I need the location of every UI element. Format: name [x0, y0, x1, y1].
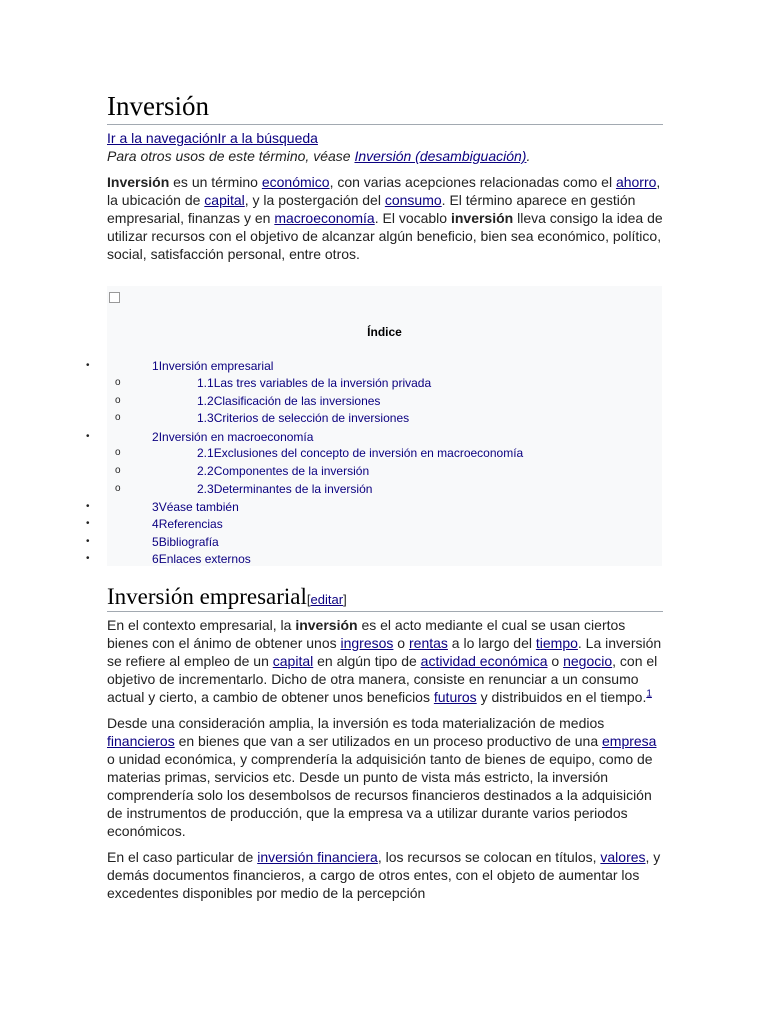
- toc-bullet: •: [86, 501, 90, 512]
- toc-item[interactable]: [152, 359, 273, 373]
- toc-item-label: Componentes de la inversión: [213, 464, 370, 478]
- section-paragraph-3: [107, 848, 663, 902]
- toc-item-number: 2: [152, 430, 159, 444]
- toc-item-number: 1.1: [197, 376, 214, 390]
- link-financieros[interactable]: financieros: [107, 733, 175, 749]
- paragraph-text: Desde una consideración amplia, la inversión es toda materialización de medios: [107, 715, 605, 731]
- toc-item[interactable]: [152, 500, 239, 514]
- link-consumo[interactable]: consumo: [384, 192, 442, 208]
- intro-text: lleva consigo la idea de utilizar recursos con el objetivo de alcanzar algún beneficio, bien sea económico, político, social, satisfacción personal, entre otros.: [107, 210, 663, 262]
- toc-bullet: •: [86, 536, 90, 547]
- toc-item-label: Referencias: [158, 517, 223, 531]
- intro-text: . El vocablo: [374, 210, 451, 226]
- toc-item[interactable]: [152, 552, 251, 566]
- toc-item-label: Inversión en macroeconomía: [158, 430, 314, 444]
- link-economico[interactable]: económico: [261, 174, 330, 190]
- toc-item[interactable]: [197, 446, 523, 460]
- hatnote: [107, 147, 663, 165]
- reference-link[interactable]: 1: [646, 688, 652, 700]
- toc-item-label: Clasificación de las inversiones: [213, 394, 381, 408]
- toc-bullet: •: [86, 553, 90, 564]
- toc-item[interactable]: [197, 482, 372, 496]
- section-paragraph-2: [107, 714, 663, 840]
- toc-toggle-checkbox[interactable]: [109, 292, 120, 303]
- toc-item-label: Las tres variables de la inversión privada: [213, 376, 432, 390]
- toc-sub-bullet: o: [115, 412, 121, 423]
- intro-text: es un término: [169, 174, 262, 190]
- paragraph-text: , los recursos se colocan en títulos,: [377, 849, 601, 865]
- link-valores[interactable]: valores: [600, 849, 646, 865]
- section-heading: [107, 584, 663, 612]
- toc-item-number: 2.2: [197, 464, 214, 478]
- toc-item-label: Criterios de selección de inversiones: [213, 411, 410, 425]
- intro-bold-term: Inversión: [107, 174, 170, 190]
- toc-item-label: Exclusiones del concepto de inversión en macroeconomía: [213, 446, 524, 460]
- toc-item-number: 3: [152, 500, 159, 514]
- paragraph-text: o: [393, 635, 409, 651]
- jump-to-navigation-link[interactable]: Ir a la navegación: [107, 130, 218, 146]
- link-ingresos[interactable]: ingresos: [340, 635, 394, 651]
- paragraph-text: y distribuidos en el tiempo.: [476, 689, 647, 705]
- section-edit: [editar]: [306, 592, 347, 607]
- toc-sub-bullet: o: [115, 447, 121, 458]
- toc-sub-bullet: o: [115, 465, 121, 476]
- hatnote-prefix: Para otros usos de este término, véase: [107, 148, 355, 164]
- edit-section-link[interactable]: editar: [310, 592, 344, 607]
- paragraph-text: , con el objetivo de incrementarlo. Dicho de otra manera, consiste en renunciar a un consumo actual y cierto, a cambio de obtener unos beneficios: [107, 653, 658, 705]
- paragraph-text: en bienes que van a ser utilizados en un proceso productivo de una: [174, 733, 602, 749]
- toc-item-number: 1: [152, 359, 159, 373]
- toc-item-label: Véase también: [158, 500, 239, 514]
- toc-item-label: Inversión empresarial: [158, 359, 274, 373]
- toc-item-number: 2.3: [197, 482, 214, 496]
- paragraph-text: o: [547, 653, 564, 669]
- intro-text: . El término aparece en gestión empresarial, finanzas y en: [107, 192, 636, 226]
- toc-item[interactable]: [197, 464, 369, 478]
- bold-term: inversión: [295, 617, 358, 633]
- link-macroeconomia[interactable]: macroeconomía: [274, 210, 375, 226]
- paragraph-text: en algún tipo de: [313, 653, 421, 669]
- toc-item-number: 1.2: [197, 394, 214, 408]
- intro-paragraph: [107, 173, 663, 263]
- disambiguation-link[interactable]: Inversión (desambiguación): [354, 148, 527, 164]
- link-negocio[interactable]: negocio: [563, 653, 613, 669]
- intro-text: , con varias acepciones relacionadas como el: [329, 174, 616, 190]
- link-capital[interactable]: capital: [272, 653, 314, 669]
- paragraph-text: , y demás documentos financieros, a cargo de otros entes, con el objeto de aumentar los excedentes disponibles por medio de la percepción: [107, 849, 661, 901]
- jump-links: [107, 129, 663, 147]
- toc-item-label: Determinantes de la inversión: [213, 482, 373, 496]
- link-inversion-financiera[interactable]: inversión financiera: [257, 849, 378, 865]
- section-paragraph-1: [107, 616, 663, 706]
- article: [107, 90, 663, 263]
- toc-bullet: •: [86, 431, 90, 442]
- toc-item-number: 4: [152, 517, 159, 531]
- section-body: [107, 616, 663, 910]
- intro-text: , la ubicación de: [107, 174, 661, 208]
- toc-item[interactable]: [152, 535, 219, 549]
- paragraph-text: o unidad económica, y comprendería la adquisición tanto de bienes de equipo, como de materias primas, servicios etc. Desde un punto de vista más estricto, la inversión comprendería solo los desembolsos de recursos financieros destinados a la adquisición de instrumentos de producción, que la empresa va a utilizar durante varios periodos económicos.: [107, 751, 653, 839]
- toc-item[interactable]: [197, 376, 431, 390]
- toc-item[interactable]: [152, 517, 223, 531]
- toc-item[interactable]: [152, 430, 313, 444]
- intro-text: , y la postergación del: [244, 192, 385, 208]
- toc-sub-bullet: o: [115, 395, 121, 406]
- toc-item-label: Enlaces externos: [158, 552, 251, 566]
- paragraph-text: . La inversión se refiere al empleo de un: [107, 635, 662, 669]
- toc-sub-bullet: o: [115, 377, 121, 388]
- link-tiempo[interactable]: tiempo: [535, 635, 578, 651]
- toc-item-label: Bibliografía: [158, 535, 219, 549]
- link-rentas[interactable]: rentas: [409, 635, 448, 651]
- intro-bold-term: inversión: [450, 210, 514, 226]
- toc-item-number: 2.1: [197, 446, 214, 460]
- toc-bullet: •: [86, 518, 90, 529]
- toc-item-number: 6: [152, 552, 159, 566]
- paragraph-text: es el acto mediante el cual se usan ciertos bienes con el ánimo de obtener unos: [107, 617, 626, 651]
- toc-sub-bullet: o: [115, 483, 121, 494]
- link-capital[interactable]: capital: [204, 192, 245, 208]
- paragraph-text: En el caso particular de: [107, 849, 258, 865]
- toc-bullet: •: [86, 360, 90, 371]
- section-title: Inversión empresarial: [107, 584, 307, 609]
- toc-item-number: 1.3: [197, 411, 214, 425]
- hatnote-suffix: .: [526, 148, 531, 164]
- paragraph-text: En el contexto empresarial, la: [107, 617, 296, 633]
- paragraph-text: a lo largo del: [447, 635, 536, 651]
- toc-item[interactable]: [197, 394, 380, 408]
- link-ahorro[interactable]: ahorro: [615, 174, 657, 190]
- link-actividad-economica[interactable]: actividad económica: [420, 653, 548, 669]
- jump-to-search-link[interactable]: Ir a la búsqueda: [217, 130, 318, 146]
- toc-title: Índice: [367, 325, 402, 339]
- link-empresa[interactable]: empresa: [602, 733, 657, 749]
- link-futuros[interactable]: futuros: [433, 689, 477, 705]
- toc-item[interactable]: [197, 411, 409, 425]
- page-title: Inversión: [107, 90, 663, 125]
- toc-item-number: 5: [152, 535, 159, 549]
